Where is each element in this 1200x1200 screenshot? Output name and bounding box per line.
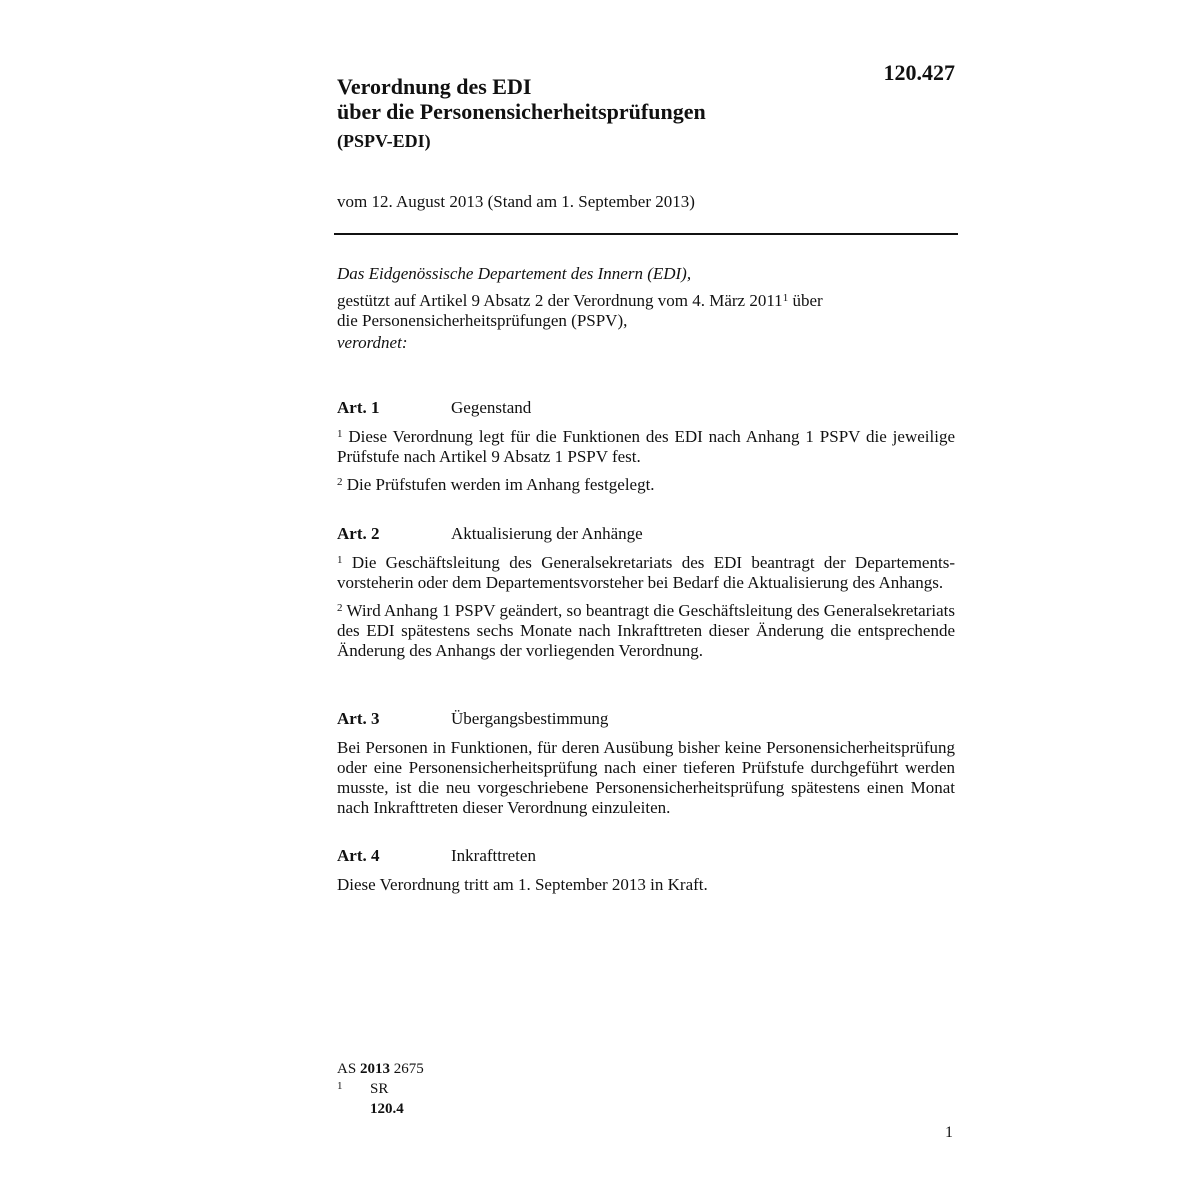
footnote-prefix: SR (370, 1081, 389, 1097)
article-1 (337, 398, 955, 495)
title-line-2: über die Personensicherheitsprüfungen (337, 99, 706, 124)
official-collection-ref (337, 1059, 424, 1079)
as-page: 2675 (389, 1061, 424, 1077)
article-paragraph (337, 738, 955, 818)
article-heading (337, 846, 955, 866)
article-number: Art. 4 (337, 846, 380, 865)
article-heading (337, 524, 955, 544)
article-3 (337, 709, 955, 818)
sr-number: 120.427 (883, 60, 955, 85)
footnotes (337, 1059, 424, 1117)
paragraph-number: 2 (337, 476, 343, 488)
article-title: Aktualisierung der Anhänge (451, 524, 643, 543)
article-paragraph (337, 553, 955, 593)
preamble-basis-line-2: die Personensicherheitsprüfungen (PSPV), (337, 311, 628, 330)
footnote-1 (337, 1079, 424, 1117)
preamble-basis-text-end: über (788, 291, 823, 310)
as-prefix: AS (337, 1061, 360, 1077)
paragraph-text: Bei Personen in Funktionen, für deren Ausübung bisher keine Personensicherheitsprüfung oder eine Personensicherheitsprüfung nach einer tieferen Prüfstufe durchgeführt werden musste, ist die neu vorgeschriebene Personensicherheitsprüfung spätestens einen Monat nach Inkrafttreten dieser Verordnung einzuleiten. (337, 738, 955, 817)
article-number: Art. 3 (337, 709, 380, 728)
footnote-number: 1 (337, 1080, 343, 1092)
page-number: 1 (945, 1124, 953, 1141)
article-title: Inkrafttreten (451, 846, 536, 865)
article-paragraph (337, 427, 955, 467)
paragraph-text: Die Prüfstufen werden im Anhang festgelegt. (342, 475, 655, 494)
title-abbreviation: (PSPV-EDI) (337, 131, 431, 151)
document-date: vom 12. August 2013 (Stand am 1. September 2013) (337, 192, 695, 211)
paragraph-number: 1 (337, 554, 343, 566)
as-year: 2013 (359, 1061, 390, 1077)
preamble (337, 264, 955, 353)
article-title: Gegenstand (451, 398, 532, 417)
article-2 (337, 524, 955, 661)
article-number: Art. 1 (337, 398, 380, 417)
article-4 (337, 846, 955, 895)
preamble-basis-text: gestützt auf Artikel 9 Absatz 2 der Verordnung vom 4. März 2011 (337, 291, 783, 310)
preamble-decrees: verordnet: (337, 333, 408, 352)
header-divider (334, 233, 958, 235)
paragraph-number: 2 (337, 602, 343, 614)
footnote-ref: 120.4 (370, 1101, 404, 1117)
title-line-1: Verordnung des EDI (337, 74, 532, 99)
article-title: Übergangsbestimmung (451, 709, 609, 728)
article-heading (337, 709, 955, 729)
article-paragraph (337, 475, 955, 495)
document-title (337, 74, 706, 154)
paragraph-text: Wird Anhang 1 PSPV geändert, so beantragt die Geschäftsleitung des Generalsekretariats des EDI spätestens sechs Monate nach Inkrafttreten dieser Änderung die entsprechende Änderung des Anhangs der vorliegenden Verordnung. (337, 601, 955, 660)
paragraph-text: Die Geschäftsleitung des Generalsekretariats des EDI beantragt der Departementsvorsteherin oder dem Departementsvorsteher bei Bedarf die Aktualisierung des Anhangs. (337, 553, 955, 592)
paragraph-text: Diese Verordnung legt für die Funktionen des EDI nach Anhang 1 PSPV die jeweilige Prüfstufe nach Artikel 9 Absatz 1 PSPV fest. (337, 427, 955, 466)
preamble-basis (337, 291, 955, 331)
article-paragraph (337, 601, 955, 661)
paragraph-number: 1 (337, 428, 343, 440)
footnote-text (370, 1079, 424, 1119)
preamble-authority: Das Eidgenössische Departement des Innern (EDI), (337, 264, 692, 283)
article-number: Art. 2 (337, 524, 380, 543)
article-heading (337, 398, 955, 418)
footnote-ref-1[interactable]: 1 (782, 292, 789, 304)
paragraph-text: Diese Verordnung tritt am 1. September 2013 in Kraft. (337, 875, 708, 894)
article-paragraph (337, 875, 955, 895)
